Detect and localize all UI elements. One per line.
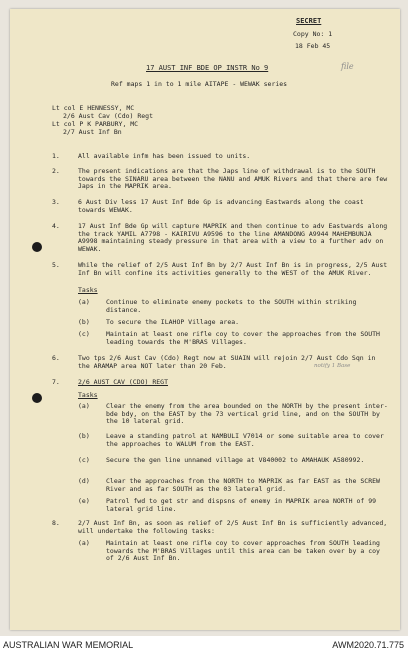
footer-institution: AUSTRALIAN WAR MEMORIAL <box>3 640 134 650</box>
task-letter: (c) <box>78 330 90 338</box>
paragraph-text: The present indications are that the Japs line of withdrawal is to the SOUTH towards the SINARU area between the NANU and AMUK Rivers and that there are few Japs in the MAPRIK area. <box>78 167 388 191</box>
paragraph-text: All available infm has been issued to units. <box>78 152 251 160</box>
task-letter: (a) <box>78 402 90 410</box>
recipient-line: Lt col P K PARBURY, MC <box>52 120 139 128</box>
task-text: Maintain at least one rifle coy to cover the approaches from the SOUTH leading towards the M'BRAS Villages. <box>106 330 380 346</box>
document-title: 17 AUST INF BDE OP INSTR No 9 <box>146 64 269 72</box>
recipient-line: 2/6 Aust Cav (Cdo) Regt <box>63 112 154 120</box>
paragraph-number: 2. <box>52 167 60 175</box>
paragraph-text: 17 Aust Inf Bde Gp will capture MAPRIK and then continue to adv Eastwards along the track YAMIL A7798 - KAIRIVU A9596 to the line AMANDONG A9944 MAHEMBUNJA A9998 maintaining steady pressure in that area with a view to a further adv on WEWAK. <box>78 222 388 253</box>
paragraph-number: 7. <box>52 378 60 386</box>
task-text: Clear the enemy from the area bounded on the NORTH by the present inter-bde bdy, on the EAST by the 73 vertical grid line, and on the SOUTH by the 10 lateral grid. <box>106 402 388 426</box>
task-letter: (b) <box>78 432 90 440</box>
tasks-heading: Tasks <box>78 286 98 294</box>
task-text: Leave a standing patrol at NAMBULI V7014 or some suitable area to cover the approaches to WALUM from the EAST. <box>106 432 384 448</box>
task-letter: (a) <box>78 298 90 306</box>
task-text: Clear the approaches from the NORTH to MAPRIK as far EAST as the SCREW River and as far SOUTH as the 03 lateral grid. <box>106 477 380 493</box>
task-text: To secure the ILAHOP Village area. <box>106 318 240 326</box>
paragraph-number: 1. <box>52 152 60 160</box>
task-text: Continue to eliminate enemy pockets to the SOUTH within striking distance. <box>106 298 357 314</box>
punch-hole <box>32 393 42 403</box>
task-letter: (c) <box>78 456 90 464</box>
paragraph-number: 6. <box>52 354 60 362</box>
task-letter: (a) <box>78 539 90 547</box>
reference-maps: Ref maps 1 in to 1 mile AITAPE - WEWAK series <box>111 80 288 88</box>
classification-secret: SECRET <box>296 17 322 25</box>
paragraph-number: 5. <box>52 261 60 269</box>
copy-number: Copy No: 1 <box>293 30 333 38</box>
document-page <box>10 9 400 630</box>
pencil-annotation: file <box>341 62 354 71</box>
paragraph-text: Two tps 2/6 Aust Cav (Cdo) Regt now at SUAIN will rejoin 2/7 Aust Cdo Sqn in the ARAMAP area NOT later than 20 Feb. <box>78 354 376 370</box>
pencil-annotation: notify 1 Base <box>314 363 351 369</box>
section-heading: 2/6 AUST CAV (CDO) REGT <box>78 378 169 386</box>
paragraph-text: 2/7 Aust Inf Bn, as soon as relief of 2/5 Aust Inf Bn is sufficiently advanced, will undertake the following tasks: <box>78 519 388 535</box>
task-letter: (e) <box>78 497 90 505</box>
paragraph-text: While the relief of 2/5 Aust Inf Bn by 2/7 Aust Inf Bn is in progress, 2/5 Aust Inf Bn will confine its activities generally to the WEST of the AMUK River. <box>78 261 388 277</box>
task-text: Maintain at least one rifle coy to cover approaches from SOUTH leading towards the M'BRAS Villages until this area can be taken over by a coy of 2/6 Aust Inf Bn. <box>106 539 380 563</box>
paragraph-number: 3. <box>52 198 60 206</box>
task-letter: (d) <box>78 477 90 485</box>
recipient-line: 2/7 Aust Inf Bn <box>63 128 122 136</box>
paragraph-number: 4. <box>52 222 60 230</box>
tasks-heading: Tasks <box>78 391 98 399</box>
paragraph-number: 8. <box>52 519 60 527</box>
paragraph-text: 6 Aust Div less 17 Aust Inf Bde Gp is advancing Eastwards along the coast towards WEWAK. <box>78 198 364 214</box>
footer-accession-number: AWM2020.71.775 <box>332 640 404 650</box>
document-date: 18 Feb 45 <box>295 42 331 50</box>
punch-hole <box>32 242 42 252</box>
recipient-line: Lt col E HENNESSY, MC <box>52 104 135 112</box>
task-text: Patrol fwd to get str and dispsns of enemy in MAPRIK area NORTH of 99 lateral grid line. <box>106 497 377 513</box>
task-letter: (b) <box>78 318 90 326</box>
task-text: Secure the gen line unnamed village at V840002 to AMAHAUK A580992. <box>106 456 365 464</box>
